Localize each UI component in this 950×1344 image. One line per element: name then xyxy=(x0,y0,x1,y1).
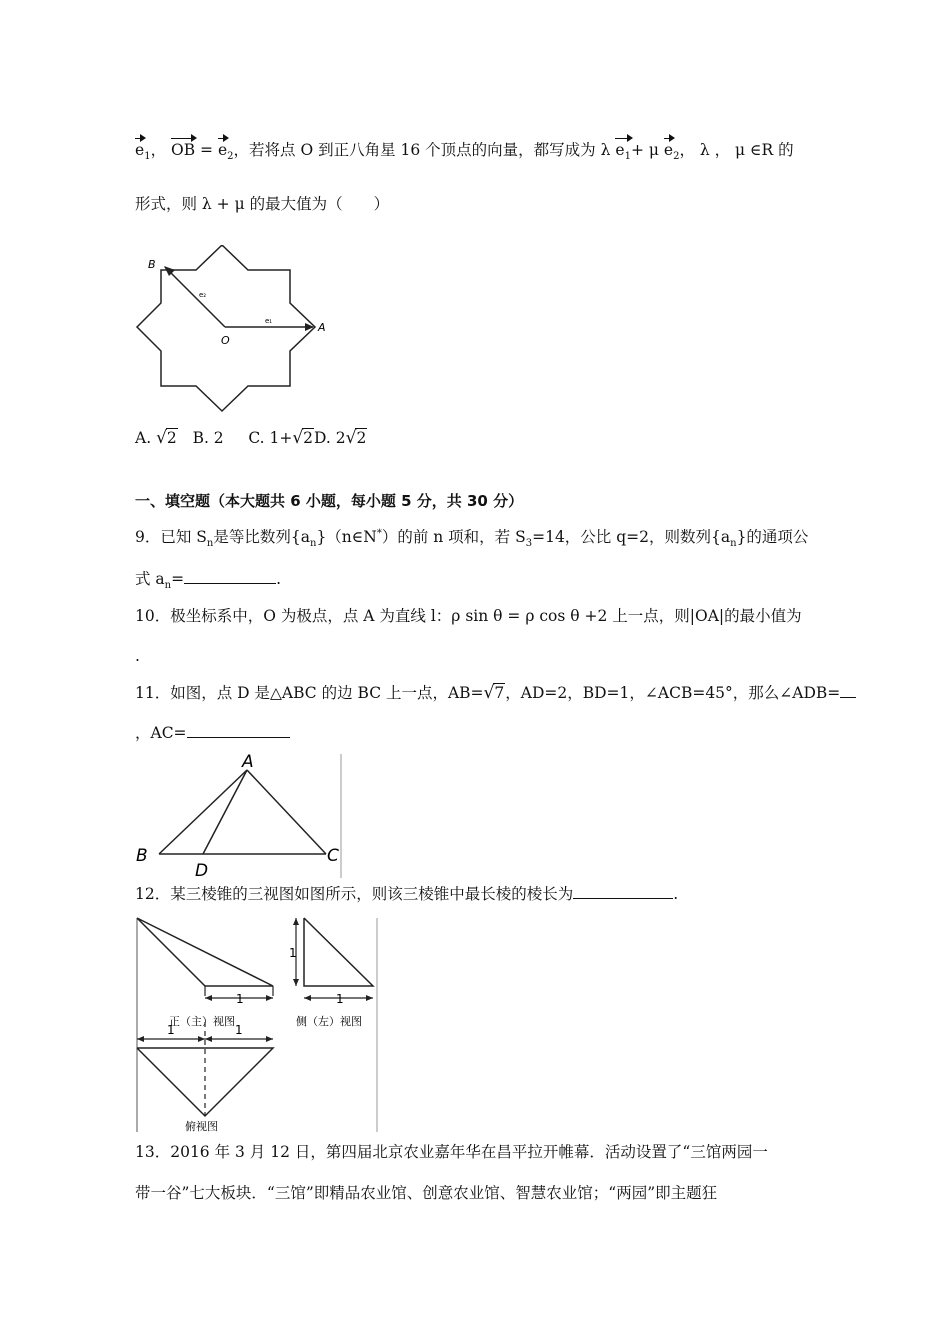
option-d[interactable]: D. 2√2 xyxy=(314,428,367,448)
q10-line2: . xyxy=(135,647,140,665)
q10-line1: 10．极坐标系中，O 为极点，点 A 为直线 l：ρ sin θ = ρ cos θ +2 上一点，则|OA|的最小值为 xyxy=(135,607,802,625)
svg-text:1: 1 xyxy=(289,946,297,960)
answer-blank-q11-angle[interactable] xyxy=(840,683,856,698)
front-view xyxy=(137,918,273,1028)
q13-line2: 带一谷”七大板块．“三馆”即精品农业馆、创意农业馆、智慧农业馆；“两园”即主题狂 xyxy=(135,1184,718,1202)
vector-e1-b: $e_1$ xyxy=(615,141,631,163)
octagram-outline xyxy=(137,245,315,411)
label-b: B xyxy=(148,258,156,271)
section-heading: 一、填空题（本大题共 6 小题，每小题 5 分，共 30 分） xyxy=(135,492,524,510)
q13-line1: 13．2016 年 3 月 12 日，第四届北京农业嘉年华在昌平拉开帷幕．活动设置了“三馆两园一 xyxy=(135,1143,768,1161)
label-c: C xyxy=(327,846,339,866)
label-d: D xyxy=(195,861,209,880)
q11-line2: ，AC= xyxy=(135,721,290,743)
q9-line1: 9．已知 $S_n$是等比数列$\{a_n\}(n\in N^*)$的前 n 项和，若 $S_3=14$，公比 q=2，则数列$\{a_n\}$的通项公 xyxy=(135,527,809,550)
q11-line1: 11．如图，点 D 是△ABC 的边 BC 上一点，AB=√7，AD=2，BD=1，∠ACB=45°，那么∠ADB= xyxy=(135,681,856,703)
q8-options xyxy=(135,428,367,448)
label-e2: e₂ xyxy=(199,291,207,299)
svg-text:1: 1 xyxy=(235,1023,243,1037)
answer-blank-q12[interactable] xyxy=(573,884,673,899)
option-a[interactable]: A. √2 xyxy=(135,428,177,448)
vector-e2: e xyxy=(217,141,228,159)
vector-ob: OB xyxy=(171,141,196,159)
svg-text:1: 1 xyxy=(336,992,344,1006)
label-e1: e₁ xyxy=(265,317,273,325)
answer-blank-q9[interactable] xyxy=(184,569,276,584)
label-a: A xyxy=(242,752,254,772)
q8-line2: 形式，则 λ + μ 的最大值为（ ） xyxy=(135,195,390,213)
svg-text:1: 1 xyxy=(236,992,244,1006)
q8-line1: $e_1$， OB = $e_2$，若将点 O 到正八角星 16 个顶点的向量，都写成为 λ $e_1+ \mu$ $e_2$， λ ， μ ∈R 的 xyxy=(135,141,794,163)
q9-line2: 式 $a_n=$ . xyxy=(135,570,282,592)
svg-text:1: 1 xyxy=(167,1023,175,1037)
vector-e2-b: e xyxy=(663,141,674,159)
answer-blank-q11-ac[interactable] xyxy=(187,723,290,738)
side-view-label: 侧（左）视图 xyxy=(296,1015,362,1028)
label-b: B xyxy=(136,846,148,866)
vector-e1: e xyxy=(135,141,145,159)
segment-ad xyxy=(203,770,247,854)
side-ab xyxy=(159,770,247,854)
label-a: A xyxy=(318,321,326,334)
vector-ob-arrow xyxy=(165,267,225,327)
label-o: O xyxy=(221,334,230,347)
front-view-label: 正（主）视图 xyxy=(169,1015,235,1028)
octagram-figure xyxy=(135,245,335,415)
three-view-figure xyxy=(133,912,383,1134)
top-view-label: 俯视图 xyxy=(185,1120,218,1133)
side-view xyxy=(289,918,373,1028)
q12-line: 12．某三棱锥的三视图如图所示，则该三棱锥中最长棱的棱长为 . xyxy=(135,885,679,903)
triangle-figure xyxy=(133,750,348,880)
option-b[interactable]: B. 2 xyxy=(192,429,224,447)
option-c[interactable]: C. 1+√2 xyxy=(248,428,314,448)
side-ac xyxy=(247,770,326,854)
top-view xyxy=(137,1022,273,1133)
